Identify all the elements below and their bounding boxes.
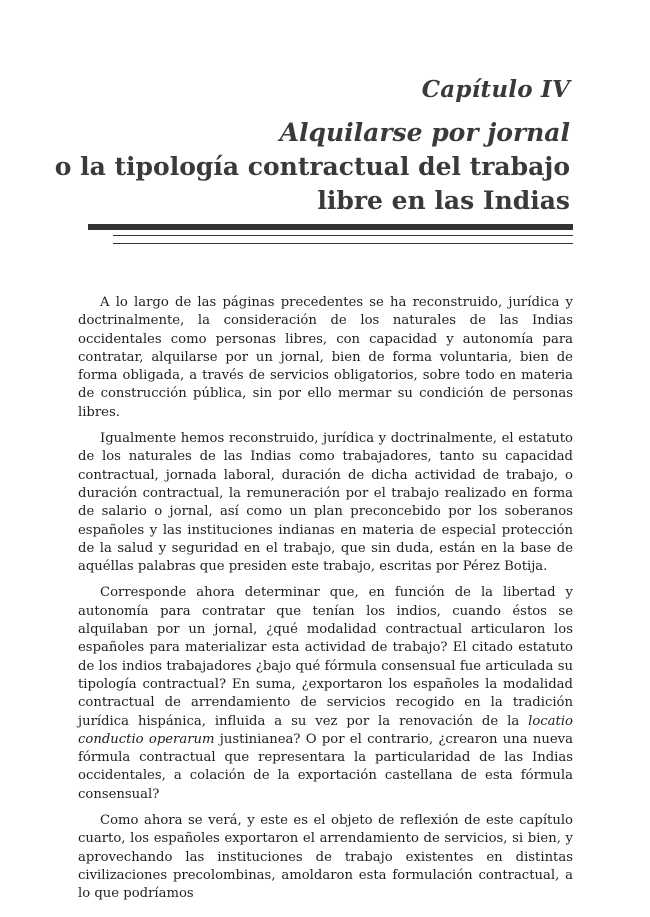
title-rule-thin-2 xyxy=(113,243,573,244)
paragraph-3-text-before: Corresponde ahora determinar que, en función de la libertad y autonomía para contratar que tenían los indios, cuando éstos se alquilaban por un jornal, ¿qué modalidad contractual articularon los españoles para materializar esta actividad de trabajo? El citado estatuto de los indios trabajadores ¿bajo qué fórmula consensual fue articulada su tipología contractual? En suma, ¿exportaron los españoles la modalidad contractual de arrendamiento de servicios recogido en la tradición jurídica hispánica, influida a su vez por la renovación de la xyxy=(78,585,573,729)
paragraph-4: Como ahora se verá, y este es el objeto de reflexión de este capítulo cuarto, los españoles exportaron el arrendamiento de servicios, si bien, y aprovechando las instituciones de trabajo existentes en distintas civilizaciones precolombinas, amoldaron esta formulación contractual, a lo que podríamos xyxy=(78,813,573,902)
title-rule-thin-1 xyxy=(113,235,573,236)
body-text xyxy=(78,294,573,912)
chapter-title-line-1: Alquilarse por jornal xyxy=(279,118,570,147)
paragraph-3-text-after: justinianea? O por el contrario, ¿crearon una nueva fórmula contractual que representara la particularidad de las Indias occidentales, a colación de la exportación castellana de esta fórmula consensual? xyxy=(78,731,573,802)
chapter-label: Capítulo IV xyxy=(421,76,570,103)
paragraph-3 xyxy=(78,584,573,804)
chapter-title-line-3: libre en las Indias xyxy=(317,186,570,215)
chapter-title xyxy=(50,116,570,218)
paragraph-3-italic-term: locatio conductio operarum xyxy=(78,713,573,747)
paragraph-2: Igualmente hemos reconstruido, jurídica y doctrinalmente, el estatuto de los naturales de las Indias como trabajadores, tanto su capacidad contractual, jornada laboral, duración de dicha actividad de trabajo, o duración contractual, la remuneración por el trabajo realizado en forma de salario o jornal, así como un plan preconcebido por los soberanos españoles y las instituciones indianas en materia de especial protección de la salud y seguridad en el trabajo, que sin duda, están en la base de aquéllas palabras que presiden este trabajo, escritas por Pérez Botija. xyxy=(78,431,573,575)
paragraph-1: A lo largo de las páginas precedentes se ha reconstruido, jurídica y doctrinalmente, la consideración de los naturales de las Indias occidentales como personas libres, con capacidad y autonomía para contratar, alquilarse por un jornal, bien de forma voluntaria, bien de forma obligada, a través de servicios obligatorios, sobre todo en materia de construcción pública, sin por ello mermar su condición de personas libres. xyxy=(78,295,573,420)
chapter-title-line-2: o la tipología contractual del trabajo xyxy=(54,152,570,181)
title-rule-thick xyxy=(88,224,573,230)
